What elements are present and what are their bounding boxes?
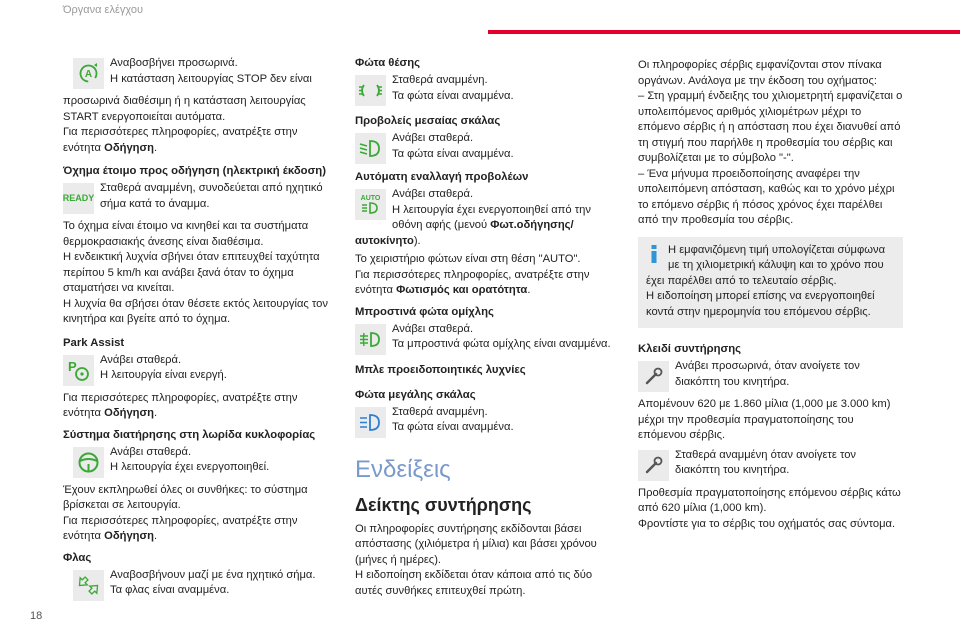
more-link-text: Φωτισμός και ορατότητα	[396, 284, 528, 296]
lane-line1: Ανάβει σταθερά.	[110, 445, 192, 458]
ready-icon-label: READY	[62, 192, 95, 203]
front-fog-title: Μπροστινά φώτα ομίχλης	[355, 305, 494, 318]
fog-line2: Τα μπροστινά φώτα ομίχλης είναι αναμμένα.	[392, 338, 611, 350]
side-lights-title: Φώτα θέσης	[355, 57, 421, 69]
indicators-title: Ενδείξεις	[355, 455, 451, 483]
side-line2: Τα φώτα είναι αναμμένα.	[392, 89, 514, 102]
c3-p3: – Ένα μήνυμα προειδοποίησης αναφέρει την υπολειπόμενη απόσταση, καθώς και το χρόνο μέχρι το επόμενο σέρβις ή πόσος χρόνος έχει παρέλθει από την προθεσμία του σέρβις.	[638, 167, 895, 226]
key-entry-1	[638, 359, 903, 394]
auto-line1: Ανάβει σταθερά.	[392, 188, 474, 200]
ready-icon	[63, 183, 94, 214]
wrench-icon	[638, 450, 669, 481]
auto-beam-icon-text: AUTO	[360, 195, 381, 202]
more-text: Για περισσότερες πληροφορίες, ανατρέξτε στην ενότητα	[63, 391, 298, 419]
service-p2: Η ειδοποίηση εκδίδεται όταν κάποια από τις δύο αυτές συνθήκες επιτευχθεί πρώτη.	[355, 569, 593, 597]
auto-more	[355, 268, 617, 299]
key-title: Κλειδί συντήρησης	[638, 343, 741, 355]
stop-line2: Η κατάσταση λειτουργίας STOP δεν είναι	[110, 72, 312, 85]
dipped-title: Προβολείς μεσαίας σκάλας	[355, 115, 501, 127]
steering-wheel-icon	[73, 447, 104, 478]
info-p1: Η εμφανιζόμενη τιμή υπολογίζεται σύμφωνα με τη χιλιομετρική κάλυψη και το χρόνο που έχει παρέλθει από το τελευταίο σέρβις.	[646, 243, 886, 287]
more-post: .	[154, 530, 158, 542]
flash-entry	[63, 568, 328, 603]
ready-p2: Η ενδεικτική λυχνία σβήνει όταν επιτευχθεί ταχύτητα περίπου 5 km/h και ανάβει ξανά όταν το όχημα σταματήσει να κινείται.	[63, 251, 320, 294]
dipped-line1: Ανάβει σταθερά.	[392, 132, 474, 144]
svg-text:P: P	[68, 358, 77, 374]
ready-line1: Σταθερά αναμμένη, συνοδεύεται από ηχητικό σήμα κατά το άναμμα.	[100, 182, 323, 210]
turn-signal-icon	[73, 570, 104, 601]
auto-line2-text: Η λειτουργία έχει ενεργοποιηθεί από την οθόνη αφής (μενού	[392, 203, 591, 231]
more-post: .	[154, 141, 158, 154]
park-line2: Η λειτουργία είναι ενεργή.	[100, 369, 227, 381]
dipped-entry	[355, 131, 617, 166]
lane-more	[63, 514, 328, 545]
auto-p1: Το χειριστήριο φώτων είναι στη θέση "AUTO".	[355, 253, 581, 265]
header-accent-bar	[488, 30, 960, 34]
front-fog-entry	[355, 322, 617, 357]
page-number: 18	[30, 610, 43, 622]
stop-cont: προσωρινά διαθέσιμη ή η κατάσταση λειτουργίας START ενεργοποιείται αυτόματα.	[63, 95, 306, 123]
park-line1: Ανάβει σταθερά.	[100, 353, 182, 366]
more-text: Για περισσότερες πληροφορίες, ανατρέξτε στην ενότητα	[63, 126, 298, 154]
ready-title: Όχημα έτοιμο προς οδήγηση (ηλεκτρική έκδοση)	[63, 165, 326, 177]
park-assist-icon	[63, 355, 94, 386]
key2-p2: Φροντίστε για το σέρβις του οχήματός σας σύντομα.	[638, 517, 896, 530]
column-1	[63, 56, 328, 606]
more-post: .	[154, 407, 158, 419]
auto-title: Αυτόματη εναλλαγή προβολέων	[355, 171, 529, 183]
blue-warning-title: Μπλε προειδοποιητικές λυχνίες	[355, 363, 526, 376]
service-title: Δείκτης συντήρησης	[355, 494, 532, 515]
park-title: Park Assist	[63, 336, 125, 349]
dipped-beam-icon	[355, 133, 386, 164]
more-link-text: Οδήγηση	[104, 530, 154, 542]
flash-line1: Αναβοσβήνουν μαζί με ένα ηχητικό σήμα.	[110, 568, 316, 581]
auto-menu-name: Φωτ.οδήγησης/αυτοκίνητο	[355, 219, 574, 247]
service-p1: Οι πληροφορίες συντήρησης εκδίδονται βάσει απόστασης (χιλιόμετρα ή μίλια) και βάσει χρόνου (μήνες ή ημέρες).	[355, 522, 597, 566]
flash-line2: Τα φλας είναι αναμμένα.	[110, 584, 230, 596]
lane-title: Σύστημα διατήρησης στη λωρίδα κυκλοφορίας	[63, 428, 316, 441]
front-fog-icon	[355, 324, 386, 355]
info-p2: Η ειδοποίηση μπορεί επίσης να ενεργοποιηθεί κοντά στην ημερομηνία του επόμενου σέρβις.	[646, 290, 875, 318]
c3-p1: Οι πληροφορίες σέρβις εμφανίζονται στον πίνακα οργάνων. Ανάλογα με την έκδοση του οχήματος:	[638, 59, 882, 87]
c3-p2: – Στη γραμμή ένδειξης του χιλιομετρητή εμφανίζεται ο υπολειπόμενος αριθμός χιλιομέτρων μέχρι το επόμενο σέρβις ή η απόσταση που έχει διανυθεί από τη στιγμή που παρήλθε η προθεσμία του σέρβις και συμβολίζεται με το σύμβολο "-".	[638, 90, 903, 164]
info-icon	[646, 245, 662, 263]
more-link-text: Οδήγηση	[104, 407, 154, 419]
lane-line2: Η λειτουργία έχει ενεργοποιηθεί.	[110, 461, 270, 473]
fog-line1: Ανάβει σταθερά.	[392, 322, 474, 335]
ready-p1: Το όχημα είναι έτοιμο να κινηθεί και τα συστήματα θερμοκρασιακής άνεσης είναι διαθέσιμα.	[63, 220, 309, 248]
stop-start-a-icon	[73, 58, 104, 89]
side-lights-icon	[355, 75, 386, 106]
stop-more	[63, 125, 328, 156]
ready-entry	[63, 181, 328, 216]
more-link-text: Οδήγηση	[104, 141, 154, 154]
stop-line1: Αναβοσβήνει προσωρινά.	[110, 57, 238, 69]
main-beam-line1: Σταθερά αναμμένη.	[392, 405, 488, 418]
auto-line2	[355, 203, 617, 250]
flash-title: Φλας	[63, 551, 92, 564]
lane-p1: Έχουν εκπληρωθεί όλες οι συνθήκες: το σύστημα βρίσκεται σε λειτουργία.	[63, 483, 308, 511]
svg-text:A: A	[84, 69, 93, 80]
key1-p1: Απομένουν 620 με 1.860 μίλια (1,000 με 3.000 km) μέχρι την προθεσμία πραγματοποίησης του επόμενου σέρβις.	[638, 398, 891, 441]
key2-p1: Προθεσμία πραγματοποίησης επόμενου σέρβις κάτω από 620 μίλια (1,000 km).	[638, 486, 901, 514]
main-beam-icon	[355, 407, 386, 438]
key1-line1: Ανάβει προσωρινά, όταν ανοίγετε τον διακόπτη του κινητήρα.	[675, 360, 860, 388]
key2-line1: Σταθερά αναμμένη όταν ανοίγετε τον διακόπτη του κινητήρα.	[675, 448, 857, 476]
key-entry-2	[638, 448, 903, 483]
header-title: Όργανα ελέγχου	[63, 4, 143, 16]
column-3	[638, 58, 903, 532]
auto-line2-post: ).	[413, 234, 421, 247]
auto-entry	[355, 187, 617, 249]
more-text: Για περισσότερες πληροφορίες, ανατρέξτε στην ενότητα	[63, 514, 298, 542]
info-box	[638, 237, 903, 329]
more-post: .	[527, 284, 531, 296]
auto-beam-icon	[355, 189, 386, 220]
park-more	[63, 391, 328, 422]
main-beam-entry	[355, 405, 617, 440]
dipped-line2: Τα φώτα είναι αναμμένα.	[392, 147, 514, 160]
more-text: Για περισσότερες πληροφορίες, ανατρέξτε στην ενότητα	[355, 268, 590, 296]
park-entry	[63, 353, 328, 388]
main-beam-title: Φώτα μεγάλης σκάλας	[355, 388, 476, 401]
side-lights-entry	[355, 73, 617, 108]
stop-start-entry	[63, 56, 328, 91]
side-line1: Σταθερά αναμμένη.	[392, 74, 488, 86]
lane-entry	[63, 445, 328, 480]
column-2	[355, 56, 617, 599]
main-beam-line2: Τα φώτα είναι αναμμένα.	[392, 421, 514, 433]
wrench-icon	[638, 361, 669, 392]
ready-p3: Η λυχνία θα σβήσει όταν θέσετε εκτός λειτουργίας τον κινητήρα και βγείτε από το όχημα.	[63, 297, 328, 325]
